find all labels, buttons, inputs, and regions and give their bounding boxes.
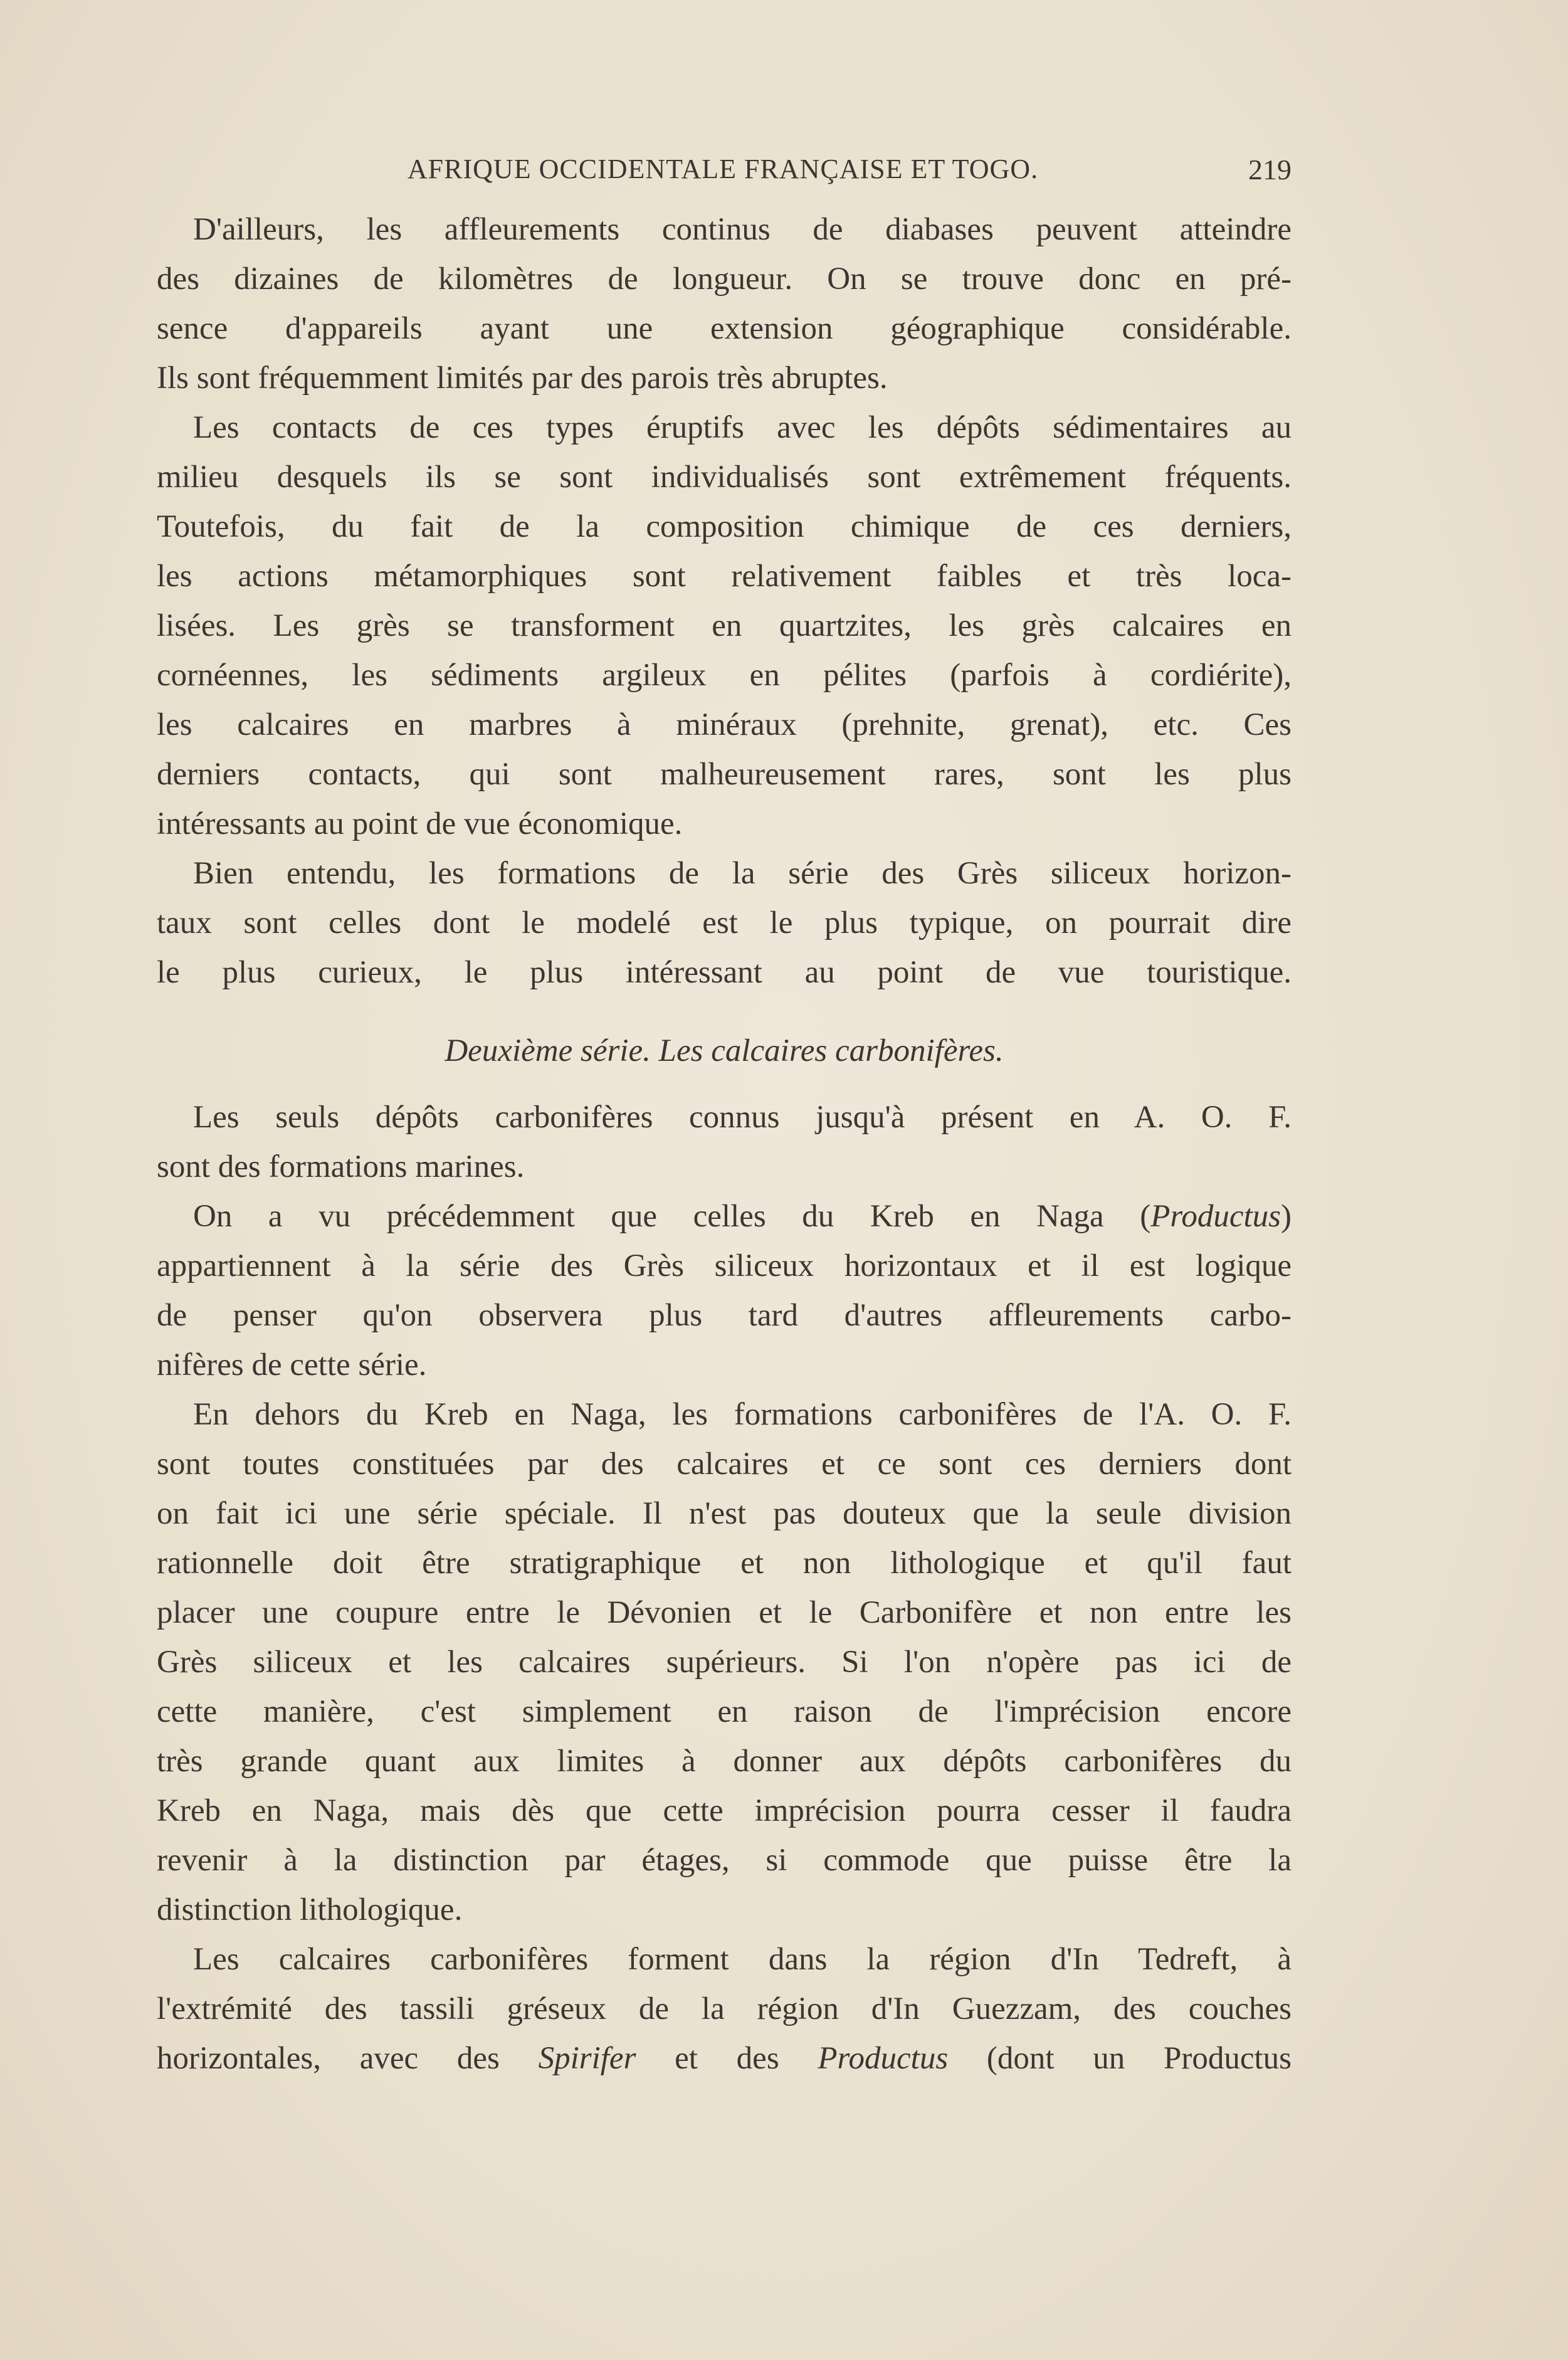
text-segment: lisées. Les grès se transforment en quartzites, les grès calcaires en — [157, 608, 1292, 643]
text-line — [157, 750, 1292, 799]
text-segment: cornéennes, les sédiments argileux en pélites (parfois à cordiérite), — [157, 658, 1292, 693]
text-segment: sont des formations marines. — [157, 1149, 525, 1184]
text-line — [157, 453, 1292, 502]
text-segment: les actions métamorphiques sont relativement faibles et très loca- — [157, 559, 1292, 594]
text-line — [157, 1093, 1292, 1142]
text-segment: de penser qu'on observera plus tard d'autres affleurements carbo- — [157, 1298, 1292, 1333]
text-line — [157, 1142, 1292, 1192]
text-line — [157, 1291, 1292, 1341]
text-line — [157, 651, 1292, 700]
text-segment: derniers contacts, qui sont malheureusement rares, sont les plus — [157, 757, 1292, 792]
text-segment: très grande quant aux limites à donner aux dépôts carbonifères du — [157, 1744, 1292, 1779]
text-line — [157, 799, 1292, 849]
text-line — [157, 354, 1292, 403]
text-line — [157, 1786, 1292, 1836]
text-line — [157, 1341, 1292, 1390]
text-line — [157, 1638, 1292, 1687]
text-line — [157, 205, 1292, 255]
text-line — [157, 403, 1292, 453]
text-segment: horizontales, avec des — [157, 2041, 539, 2076]
text-line — [157, 1984, 1292, 2034]
text-segment: Les calcaires carbonifères forment dans la région d'In Tedreft, à — [193, 1942, 1292, 1977]
text-segment: Bien entendu, les formations de la série des Grès siliceux horizon- — [193, 856, 1292, 891]
text-line — [157, 700, 1292, 750]
text-segment: intéressants au point de vue économique. — [157, 806, 683, 841]
text-segment: Grès siliceux et les calcaires supérieurs. Si l'on n'opère pas ici de — [157, 1645, 1292, 1680]
text-line — [157, 1539, 1292, 1588]
text-line — [157, 1687, 1292, 1737]
text-segment: rationnelle doit être stratigraphique et non lithologique et qu'il faut — [157, 1546, 1292, 1581]
text-segment: cette manière, c'est simplement en raison de l'imprécision encore — [157, 1694, 1292, 1729]
text-line — [157, 898, 1292, 948]
text-segment: des dizaines de kilomètres de longueur. On se trouve donc en pré- — [157, 261, 1292, 297]
text-segment: Deuxième série. Les calcaires carbonifères. — [445, 1033, 1004, 1068]
text-line — [157, 2034, 1292, 2083]
text-segment: Ils sont fréquemment limités par des parois très abruptes. — [157, 361, 888, 396]
text-line — [157, 1390, 1292, 1440]
text-segment: Les contacts de ces types éruptifs avec les dépôts sédimentaires au — [193, 410, 1292, 445]
text-segment: placer une coupure entre le Dévonien et le Carbonifère et non entre les — [157, 1595, 1292, 1630]
text-segment: nifères de cette série. — [157, 1347, 427, 1383]
text-line — [157, 1241, 1292, 1291]
text-segment: les calcaires en marbres à minéraux (prehnite, grenat), etc. Ces — [157, 707, 1292, 742]
text-segment: On a vu précédemment que celles du Kreb en Naga ( — [193, 1199, 1151, 1234]
text-segment: revenir à la distinction par étages, si commode que puisse être la — [157, 1843, 1292, 1878]
text-segment: l'extrémité des tassili gréseux de la région d'In Guezzam, des couches — [157, 1991, 1292, 2026]
text-segment: distinction lithologique. — [157, 1892, 463, 1927]
text-segment: sont toutes constituées par des calcaires et ce sont ces derniers dont — [157, 1446, 1292, 1482]
text-line — [157, 849, 1292, 898]
italic-taxon: Productus — [1150, 1199, 1281, 1234]
text-segment: on fait ici une série spéciale. Il n'est pas douteux que la seule division — [157, 1496, 1292, 1531]
text-segment: sence d'appareils ayant une extension géographique considérable. — [157, 311, 1292, 346]
text-line — [157, 552, 1292, 601]
text-line — [157, 601, 1292, 651]
text-line — [157, 1935, 1292, 1984]
text-segment: taux sont celles dont le modelé est le plus typique, on pourrait dire — [157, 905, 1292, 940]
section-heading — [157, 1026, 1292, 1076]
text-line — [157, 948, 1292, 998]
text-line — [157, 1588, 1292, 1638]
running-head: AFRIQUE OCCIDENTALE FRANÇAISE ET TOGO. — [407, 154, 1039, 184]
text-line — [157, 1885, 1292, 1935]
text-segment: le plus curieux, le plus intéressant au point de vue touristique. — [157, 955, 1292, 990]
text-segment: milieu desquels ils se sont individualisés sont extrêmement fréquents. — [157, 460, 1292, 495]
text-line — [157, 1440, 1292, 1489]
text-line — [157, 502, 1292, 552]
text-segment: D'ailleurs, les affleurements continus de diabases peuvent atteindre — [193, 212, 1292, 247]
page-number: 219 — [1248, 154, 1292, 186]
text-segment: Kreb en Naga, mais dès que cette imprécision pourra cesser il faudra — [157, 1793, 1292, 1828]
text-line — [157, 1489, 1292, 1539]
text-line — [157, 255, 1292, 304]
text-segment: appartiennent à la série des Grès siliceux horizontaux et il est logique — [157, 1248, 1292, 1283]
text-segment: et des — [636, 2041, 818, 2076]
text-segment: En dehors du Kreb en Naga, les formations carbonifères de l'A. O. F. — [193, 1397, 1292, 1432]
text-line — [157, 304, 1292, 354]
italic-taxon: Spirifer — [538, 2041, 636, 2076]
italic-taxon: Productus — [818, 2041, 949, 2076]
body-text — [157, 205, 1292, 2083]
text-line — [157, 1836, 1292, 1885]
text-line — [157, 1192, 1292, 1241]
text-segment: Toutefois, du fait de la composition chimique de ces derniers, — [157, 509, 1292, 544]
text-segment: Les seuls dépôts carbonifères connus jusqu'à présent en A. O. F. — [193, 1100, 1292, 1135]
text-line — [157, 1737, 1292, 1786]
text-segment: (dont un Productus — [948, 2041, 1292, 2076]
text-segment: ) — [1281, 1199, 1292, 1234]
